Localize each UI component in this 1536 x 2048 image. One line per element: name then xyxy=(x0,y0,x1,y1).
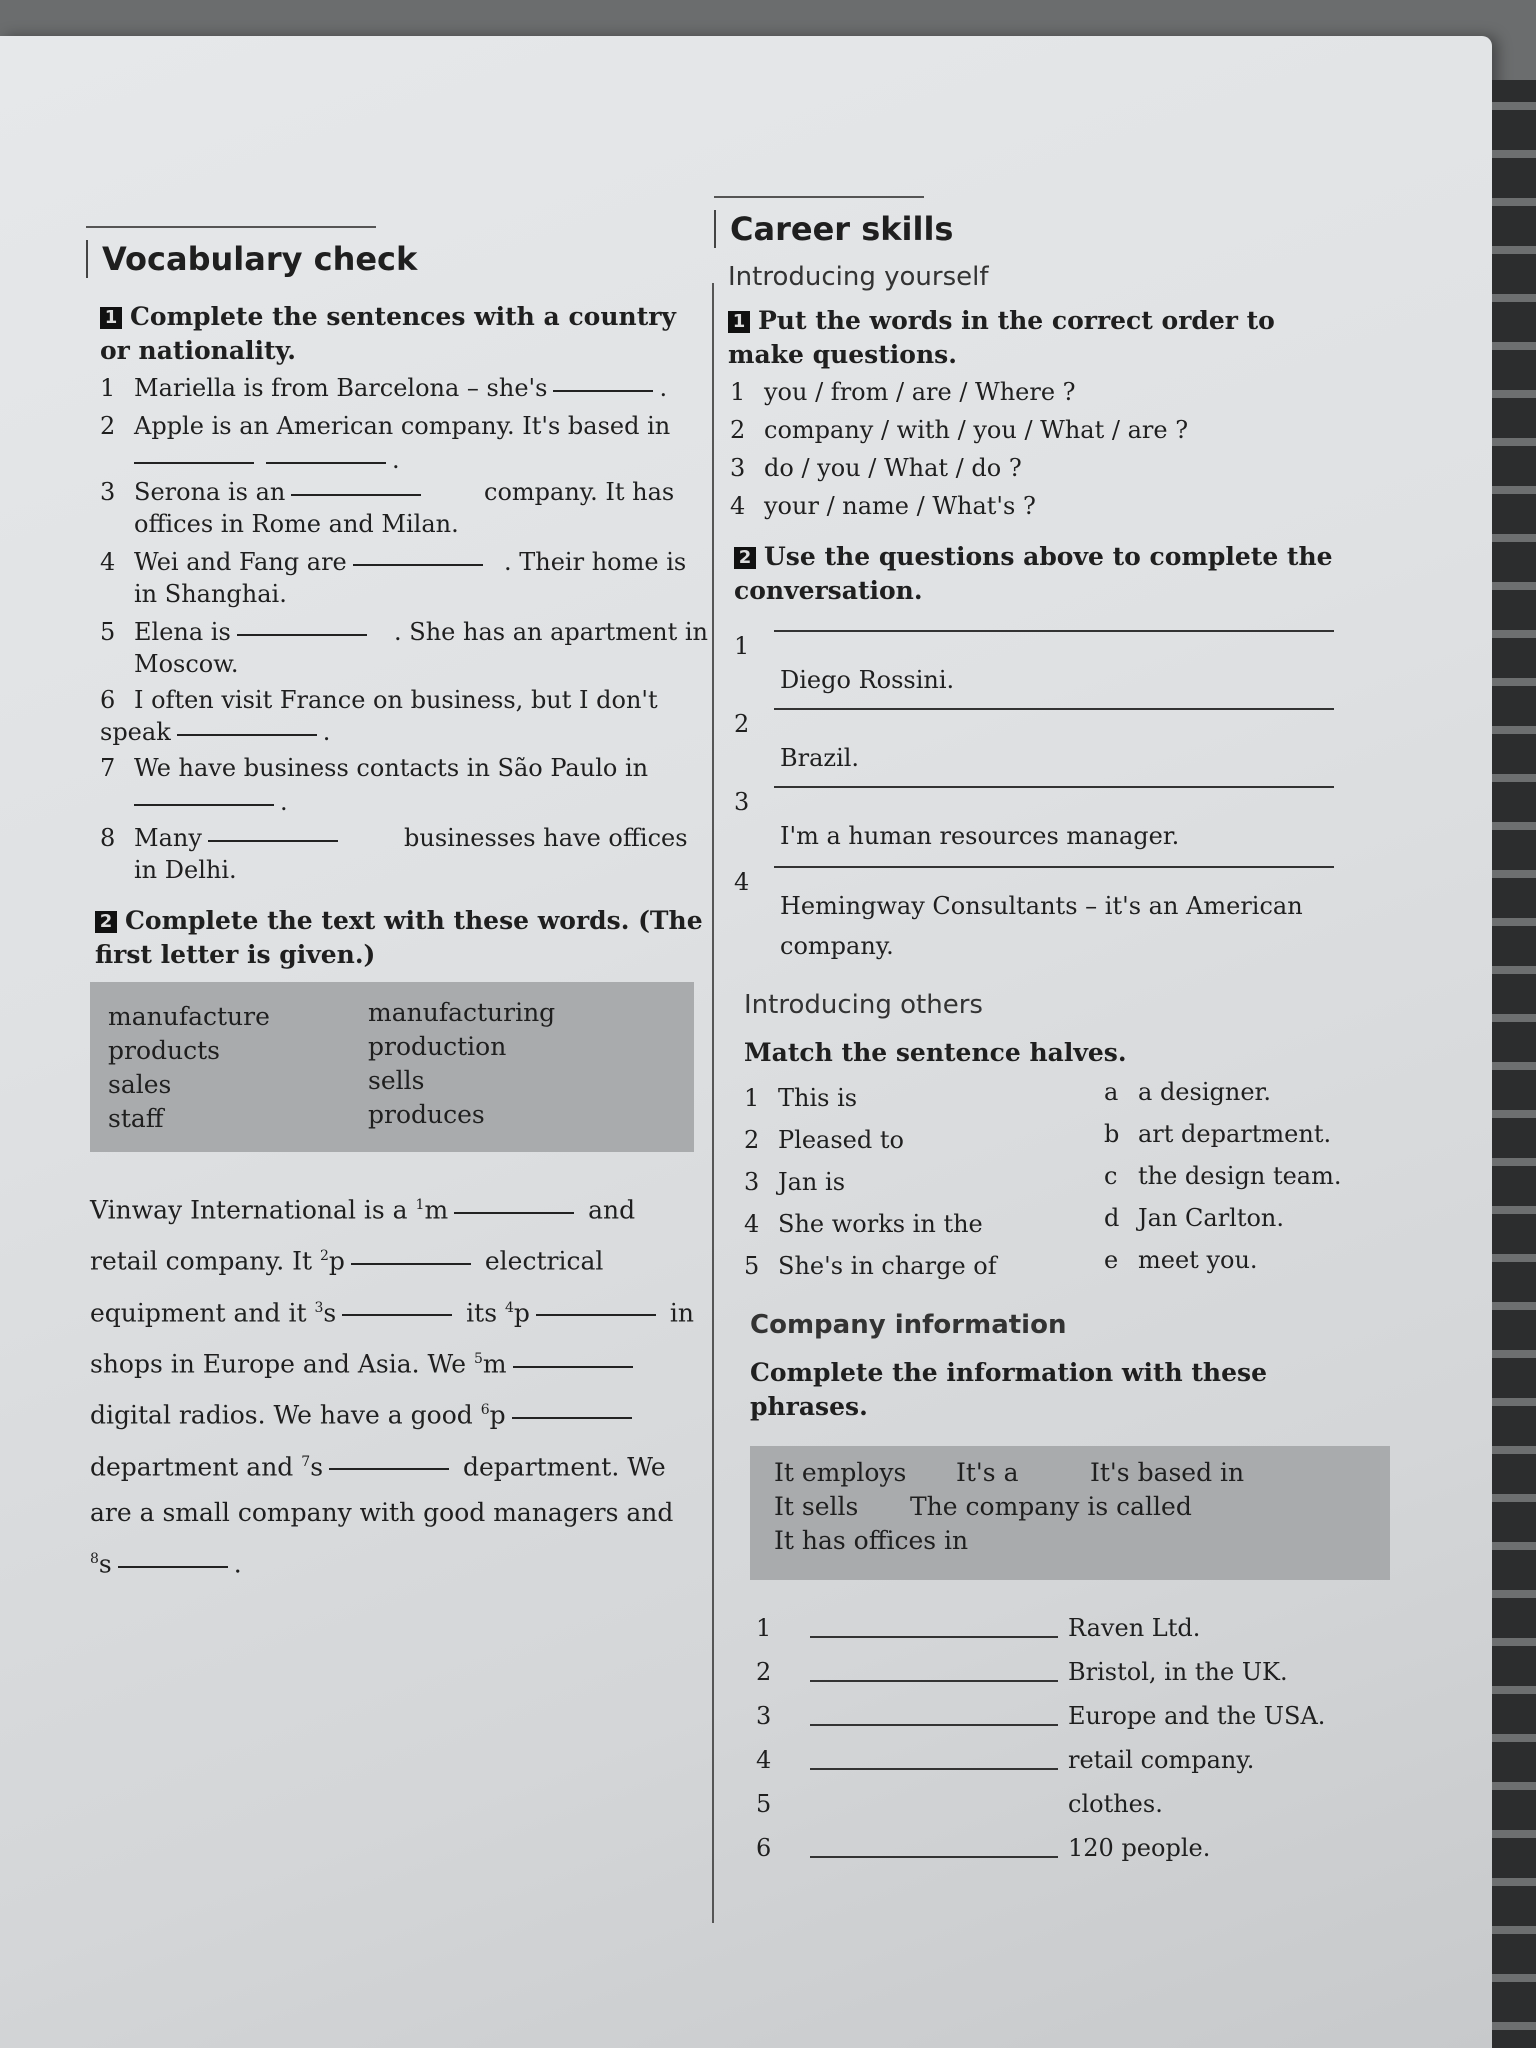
word-item: manufacturing xyxy=(368,998,556,1027)
vocab-sentence-8: 8 Many xyxy=(100,822,344,854)
info-number-2: 2 xyxy=(756,1658,772,1686)
answer-blank[interactable] xyxy=(266,460,386,464)
conversation-number-3: 3 xyxy=(734,788,750,816)
vocab-sentence-5-rest: . She has an apartment in Moscow. xyxy=(134,618,709,678)
word-item: staff xyxy=(108,1104,164,1133)
half-right-c: c the design team. xyxy=(1104,1162,1342,1190)
info-text-3: Europe and the USA. xyxy=(1068,1702,1326,1730)
vocab-sentence-2: 2 Apple is an American company. It's based in xyxy=(100,412,671,440)
vocab-sentence-7: 7 We have business contacts in São Paulo in xyxy=(100,754,649,782)
conversation-answer-line[interactable] xyxy=(774,866,1334,868)
answer-blank[interactable] xyxy=(118,1564,228,1568)
career-task-1: 1 Put the words in the correct order to make questions. xyxy=(728,306,1275,369)
half-right-b: b art department. xyxy=(1104,1120,1332,1148)
word-item: products xyxy=(108,1036,220,1065)
answer-blank[interactable] xyxy=(513,1364,633,1368)
phrase-item: It has offices in xyxy=(774,1526,969,1555)
half-right-a: a a designer. xyxy=(1104,1078,1271,1106)
info-text-1: Raven Ltd. xyxy=(1068,1614,1201,1642)
word-item: sells xyxy=(368,1066,425,1095)
company-instruction: Complete the information with these phrases. xyxy=(750,1358,1267,1421)
task-number-badge: 1 xyxy=(728,311,750,333)
answer-blank[interactable] xyxy=(177,732,317,736)
answer-blank[interactable] xyxy=(134,802,274,806)
conversation-number-1: 1 xyxy=(734,632,750,660)
vocab-task-2: 2 Complete the text with these words. (The first letter is given.) xyxy=(95,906,703,969)
match-instruction: Match the sentence halves. xyxy=(744,1038,1127,1067)
question-2: 2 company / with / you / What / are ? xyxy=(730,416,1189,444)
info-number-1: 1 xyxy=(756,1614,772,1642)
cloze-text: Vinway International is a $^1$m and retail company. It $^2$p electrical equipment and it $^3$s its $^4$p in shops in Europe and Asia. We $^5$m digital radios. We have a good $^6$p department and $^7$s department. We are a small company with good managers and $^8$s . xyxy=(90,1195,694,1579)
info-answer-line[interactable] xyxy=(810,1768,1058,1770)
conversation-reply-3: I'm a human resources manager. xyxy=(780,822,1180,850)
company-information-heading: Company information xyxy=(750,1310,1067,1340)
half-right-e: e meet you. xyxy=(1104,1246,1258,1274)
half-left-3: 3 Jan is xyxy=(744,1168,846,1196)
task-number-badge: 2 xyxy=(95,911,117,933)
task-number-badge: 2 xyxy=(734,547,756,569)
spiral-binding xyxy=(1492,80,1536,2048)
word-item: produces xyxy=(368,1100,485,1129)
info-number-5: 5 xyxy=(756,1790,772,1818)
word-item: production xyxy=(368,1032,507,1061)
info-text-6: 120 people. xyxy=(1068,1834,1211,1862)
conversation-answer-line[interactable] xyxy=(774,708,1334,710)
phrase-item: It's based in xyxy=(1090,1458,1245,1487)
vocabulary-title: Vocabulary check xyxy=(86,240,417,278)
answer-blank[interactable] xyxy=(553,388,653,392)
answer-blank[interactable] xyxy=(536,1312,656,1316)
info-answer-line[interactable] xyxy=(810,1636,1058,1638)
half-right-d: d Jan Carlton. xyxy=(1104,1204,1285,1232)
task-number-badge: 1 xyxy=(100,307,122,329)
vocab-sentence-2-blanks: . xyxy=(134,444,400,476)
introducing-yourself-heading: Introducing yourself xyxy=(728,262,989,292)
conversation-answer-line[interactable] xyxy=(774,786,1334,788)
answer-blank[interactable] xyxy=(454,1210,574,1214)
vocab-sentence-3-rest: company. It has offices in Rome and Milan. xyxy=(134,478,675,538)
vocab-sentence-4: 4 Wei and Fang are xyxy=(100,546,489,578)
vocab-task-1: 1 Complete the sentences with a country or nationality. xyxy=(100,302,676,365)
phrase-item: It employs xyxy=(774,1458,907,1487)
word-box xyxy=(90,982,694,1152)
info-number-6: 6 xyxy=(756,1834,772,1862)
conversation-answer-line[interactable] xyxy=(774,630,1334,632)
question-1: 1 you / from / are / Where ? xyxy=(730,378,1076,406)
info-text-2: Bristol, in the UK. xyxy=(1068,1658,1288,1686)
answer-blank[interactable] xyxy=(134,460,254,464)
half-left-4: 4 She works in the xyxy=(744,1210,983,1238)
career-title: Career skills xyxy=(714,210,953,248)
word-item: manufacture xyxy=(108,1002,270,1031)
half-left-2: 2 Pleased to xyxy=(744,1126,904,1154)
info-number-4: 4 xyxy=(756,1746,772,1774)
info-answer-line[interactable] xyxy=(810,1856,1058,1858)
vocab-sentence-1: 1 Mariella is from Barcelona – she's . xyxy=(100,374,668,402)
answer-blank[interactable] xyxy=(342,1312,452,1316)
question-3: 3 do / you / What / do ? xyxy=(730,454,1022,482)
answer-blank[interactable] xyxy=(329,1466,449,1470)
vocab-sentence-3: 3 Serona is an xyxy=(100,476,427,508)
info-answer-line[interactable] xyxy=(810,1680,1058,1682)
column-divider xyxy=(712,283,714,1923)
info-text-5: clothes. xyxy=(1068,1790,1163,1818)
answer-blank[interactable] xyxy=(351,1261,471,1265)
phrase-item: It sells xyxy=(774,1492,859,1521)
vocab-sentence-5: 5 Elena is xyxy=(100,616,373,648)
conversation-reply-1: Diego Rossini. xyxy=(780,666,955,694)
answer-blank[interactable] xyxy=(512,1415,632,1419)
phrase-item: The company is called xyxy=(910,1492,1192,1521)
vocab-sentence-7-blank: . xyxy=(134,786,288,818)
question-4: 4 your / name / What's ? xyxy=(730,492,1036,520)
career-task-2: 2 Use the questions above to complete the conversation. xyxy=(734,542,1333,605)
conversation-reply-4: Hemingway Consultants – it's an American company. xyxy=(780,892,1303,960)
conversation-reply-2: Brazil. xyxy=(780,744,860,772)
introducing-others-heading: Introducing others xyxy=(744,990,983,1020)
info-answer-line[interactable] xyxy=(810,1724,1058,1726)
conversation-number-4: 4 xyxy=(734,868,750,896)
phrase-item: It's a xyxy=(956,1458,1019,1487)
half-left-5: 5 She's in charge of xyxy=(744,1252,997,1280)
vocab-sentence-4-rest: . Their home is in Shanghai. xyxy=(134,548,687,608)
word-item: sales xyxy=(108,1070,172,1099)
info-text-4: retail company. xyxy=(1068,1746,1255,1774)
conversation-number-2: 2 xyxy=(734,710,750,738)
half-left-1: 1 This is xyxy=(744,1084,858,1112)
phrase-box xyxy=(750,1446,1390,1580)
info-number-3: 3 xyxy=(756,1702,772,1730)
vocab-sentence-8-rest: businesses have offices in Delhi. xyxy=(134,824,688,884)
vocab-sentence-6: 6 I often visit France on business, but I don't speak . xyxy=(100,686,658,746)
